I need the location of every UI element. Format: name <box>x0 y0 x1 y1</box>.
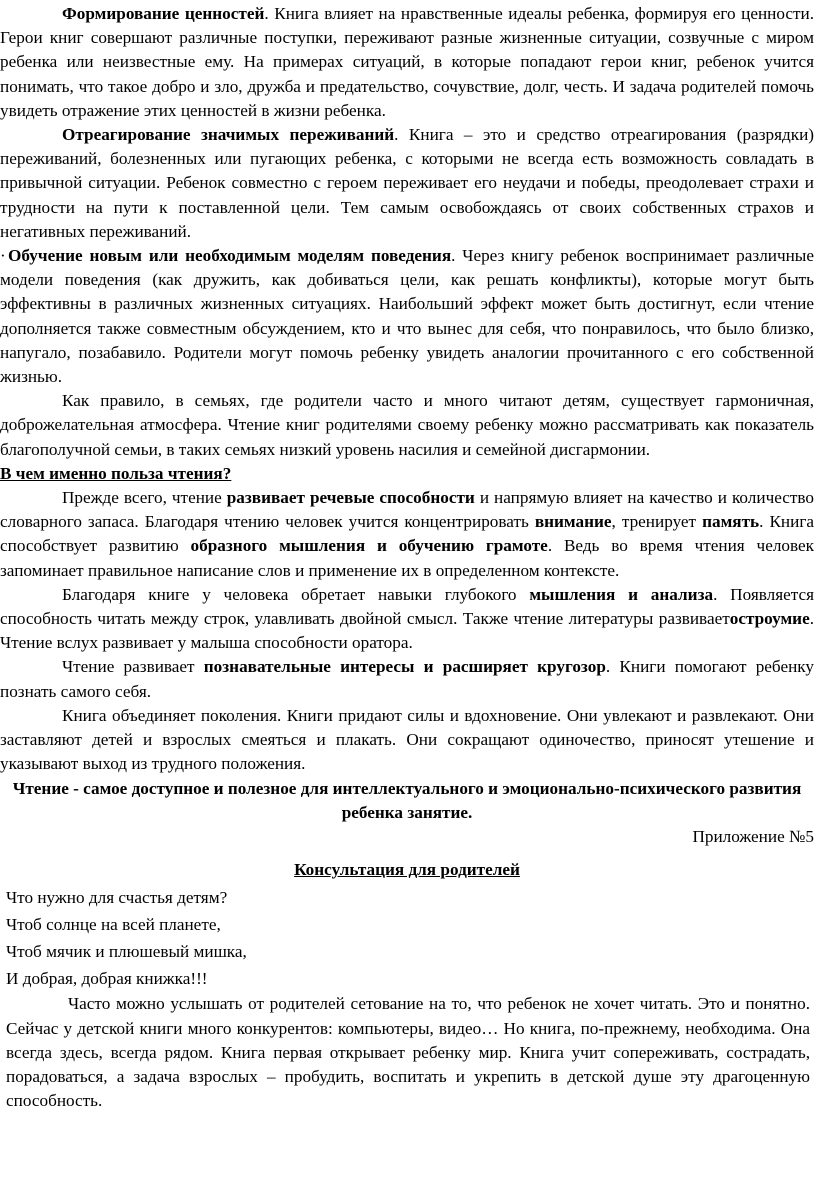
paragraph-speech <box>0 486 814 583</box>
consultation-title <box>0 858 814 882</box>
text-run: , тренирует <box>611 512 703 532</box>
bold-run: остроумие <box>729 609 810 629</box>
bold-run: образного мышления и обучению грамоте <box>190 536 548 556</box>
poem-line: Чтоб солнце на всей планете, <box>6 915 221 935</box>
paragraph-behavior-text: . Через книгу ребенок воспринимает различные модели поведения (как дружить, как добиваться цели, как решать конфликты), которые могут быть эффективны в различных жизненных ситуациях. Наибольший эффект может быть достигнут, если чтение дополняется также совместным обсуждением, кто и что вынес для себя, что понравилось, что было близко, напугало, позабавило. Родители могут помочь ребенку увидеть аналогии прочитанного с его собственной жизнью. <box>0 246 814 387</box>
bold-run: познавательные интересы и расширяет кругозор <box>203 657 606 677</box>
paragraph-family: Как правило, в семьях, где родители часто и много читают детям, существует гармоничная, доброжелательная атмосфера. Чтение книг родителями своему ребенку можно рассматривать как показатель благополучной семьи, в таких семьях низкий уровень насилия и семейной дисгармонии. <box>0 391 814 459</box>
paragraph-interests <box>0 655 814 703</box>
paragraph-values <box>0 2 814 123</box>
text-run: . Книги помогают ребенку познать самого себя. <box>0 657 814 701</box>
paragraph-values-bold: Формирование ценностей <box>62 4 265 23</box>
section-heading <box>0 462 814 486</box>
consultation-body <box>0 992 814 1113</box>
paragraph-thinking <box>0 583 814 656</box>
paragraph-generations: Книга объединяет поколения. Книги придают силы и вдохновение. Они увлекают и развлекают. Они заставляют детей и взрослых смеяться и плакать. Они сокращают одиночество, приносят утешение и указывают выход из трудного положения. <box>0 705 814 774</box>
text-run: и напрямую влияет на качество и количество словарного запаса. Благодаря чтению человек учится концентрировать <box>0 488 815 532</box>
paragraph-emotions <box>0 123 814 244</box>
poem <box>0 884 814 992</box>
bold-run: развивает речевые способности <box>226 488 475 508</box>
consultation-title-text: Консультация для родителей <box>294 860 520 880</box>
paragraph-values-text: . Книга влияет на нравственные идеалы ребенка, формируя его ценности. Герои книг совершают различные поступки, переживают разные жизненные ситуации, созвучные с миром ребенка или неизвестные ему. На примерах ситуаций, в которые попадают герои книг, ребенок учится понимать, что такое добро и зло, дружба и предательство, сочувствие, долг, честь. И задача родителей помочь увидеть отражение этих ценностей в жизни ребенка. <box>0 4 814 120</box>
poem-line: Чтоб мячик и плюшевый мишка, <box>6 942 247 962</box>
poem-line: И добрая, добрая книжка!!! <box>6 969 208 989</box>
bullet-mark: · <box>0 246 6 266</box>
text-run: Прежде всего, чтение <box>62 488 227 508</box>
bold-run: мышления и анализа <box>529 584 714 604</box>
text-run: . Книга способствует развитию <box>0 512 814 556</box>
paragraph-emotions-text: . Книга – это и средство отреагирования (разрядки) переживаний, болезненных или пугающих ребенка, с которыми не всегда есть возможность совладать в привычной ситуации. Ребенок совместно с героем переживает его неудачи и победы, преодолевает страхи и трудности на пути к поставленной цели. Тем самым освобождаясь от своих собственных страхов и негативных переживаний. <box>0 125 815 241</box>
text-run: Благодаря книге у человека обретает навыки глубокого <box>62 584 530 604</box>
bold-run: память <box>702 512 760 532</box>
section-heading-text: В чем именно польза чтения? <box>0 463 232 483</box>
poem-line: Что нужно для счастья детям? <box>6 888 228 908</box>
paragraph-consultation: Часто можно услышать от родителей сетование на то, что ребенок не хочет читать. Это и понятно. Сейчас у детской книги много конкурентов: компьютеры, видео… Но книга, по-прежнему, необходима. Она всегда здесь, всегда рядом. Книга первая открывает ребенку мир. Книга учит сопереживать, сострадать, порадоваться, а задача взрослых – пробудить, воспитать и укрепить в детской душе эту драгоценную способность. <box>6 994 810 1111</box>
paragraph-behavior <box>0 244 814 389</box>
conclusion-statement: Чтение - самое доступное и полезное для интеллектуального и эмоционально-психического развития ребенка занятие. <box>12 778 802 822</box>
text-run: . Чтение вслух развивает у малыша способности оратора. <box>0 609 814 653</box>
bold-run: внимание <box>534 512 612 532</box>
paragraph-emotions-bold: Отреагирование значимых переживаний <box>62 125 395 145</box>
text-run: . Ведь во время чтения человек запоминает правильное написание слов и применение их в определенном контексте. <box>0 536 814 580</box>
text-run: Чтение развивает <box>62 657 204 677</box>
paragraph-behavior-bold: Обучение новым или необходимым моделям поведения <box>8 246 452 266</box>
text-run: . Появляется способность читать между строк, улавливать двойной смысл. Также чтение литературы развивает <box>0 584 814 629</box>
appendix-label: Приложение №5 <box>692 826 814 846</box>
